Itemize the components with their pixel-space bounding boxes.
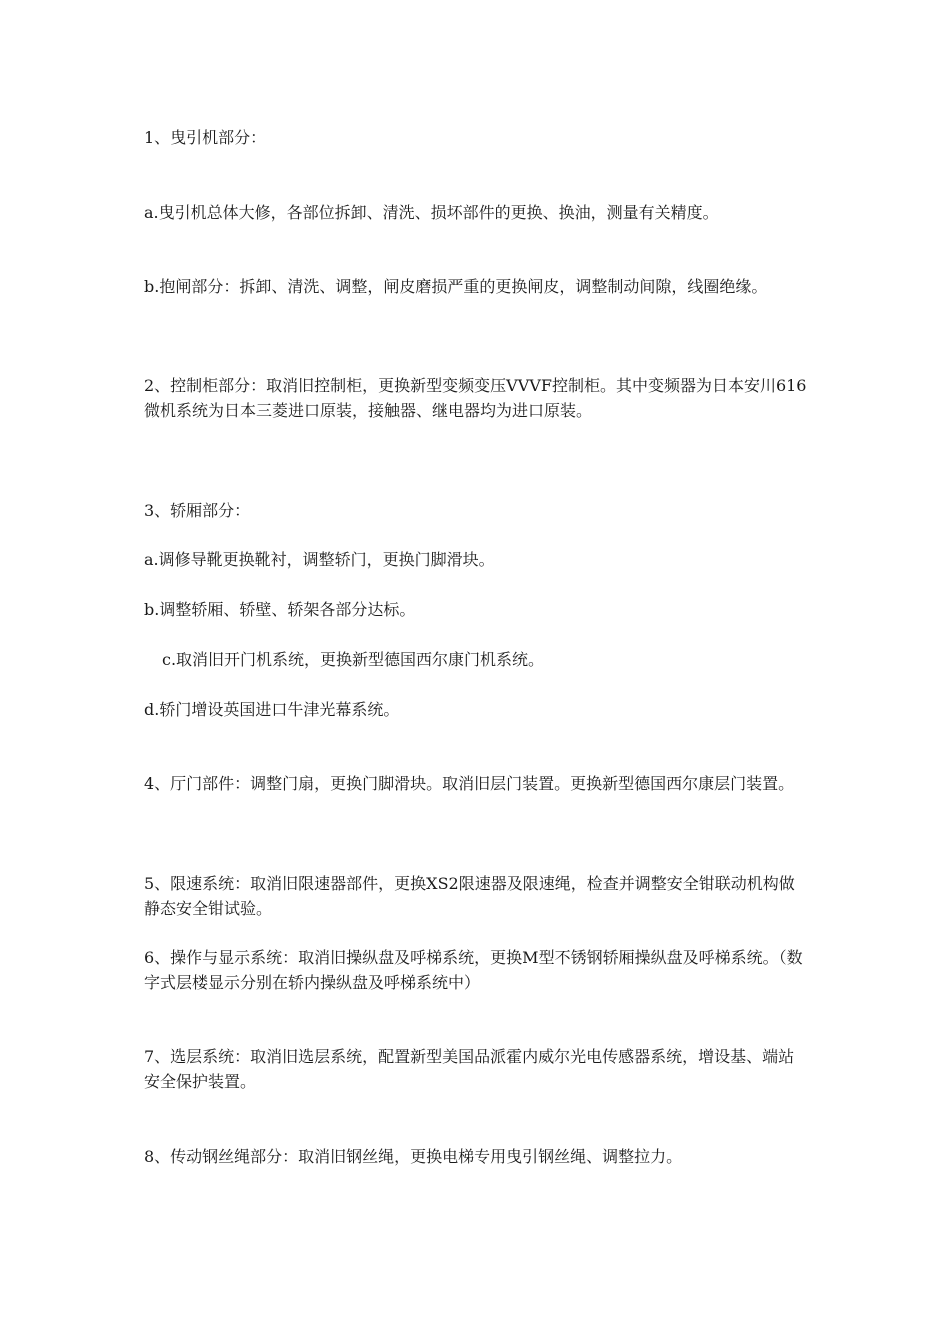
section-1-item-a: a.曳引机总体大修，各部位拆卸、清洗、损坏部件的更换、换油，测量有关精度。 <box>144 203 719 222</box>
section-3-item-a: a.调修导靴更换靴衬，调整轿门，更换门脚滑块。 <box>144 550 495 569</box>
section-1-item-b: b.抱闸部分：拆卸、清洗、调整，闸皮磨损严重的更换闸皮，调整制动间隙，线圈绝缘。 <box>144 277 768 296</box>
section-4-paragraph: 4、厅门部件：调整门扇，更换门脚滑块。取消旧层门装置。更换新型德国西尔康层门装置。 <box>144 774 795 793</box>
section-3-item-c: c.取消旧开门机系统，更换新型德国西尔康门机系统。 <box>162 650 545 669</box>
section-1-heading: 1、曳引机部分： <box>144 128 267 147</box>
section-3-heading: 3、轿厢部分： <box>144 501 251 520</box>
section-2-paragraph: 2、控制柜部分：取消旧控制柜，更换新型变频变压VVVF控制柜。其中变频器为日本安川616微机系统为日本三菱进口原装，接触器、继电器均为进口原装。 <box>144 376 807 420</box>
section-3-item-b: b.调整轿厢、轿壁、轿架各部分达标。 <box>144 600 416 619</box>
section-6-paragraph: 6、操作与显示系统：取消旧操纵盘及呼梯系统，更换M型不锈钢轿厢操纵盘及呼梯系统。（数字式层楼显示分别在轿内操纵盘及呼梯系统中） <box>144 948 803 992</box>
section-8-paragraph: 8、传动钢丝绳部分：取消旧钢丝绳，更换电梯专用曳引钢丝绳、调整拉力。 <box>144 1147 683 1166</box>
section-5-paragraph: 5、限速系统：取消旧限速器部件，更换XS2限速器及限速绳，检查并调整安全钳联动机构做静态安全钳试验。 <box>144 874 795 918</box>
section-3-item-d: d.轿门增设英国进口牛津光幕系统。 <box>144 700 400 719</box>
section-7-paragraph: 7、选层系统：取消旧选层系统，配置新型美国品派霍内威尔光电传感器系统，增设基、端站安全保护装置。 <box>144 1047 795 1091</box>
